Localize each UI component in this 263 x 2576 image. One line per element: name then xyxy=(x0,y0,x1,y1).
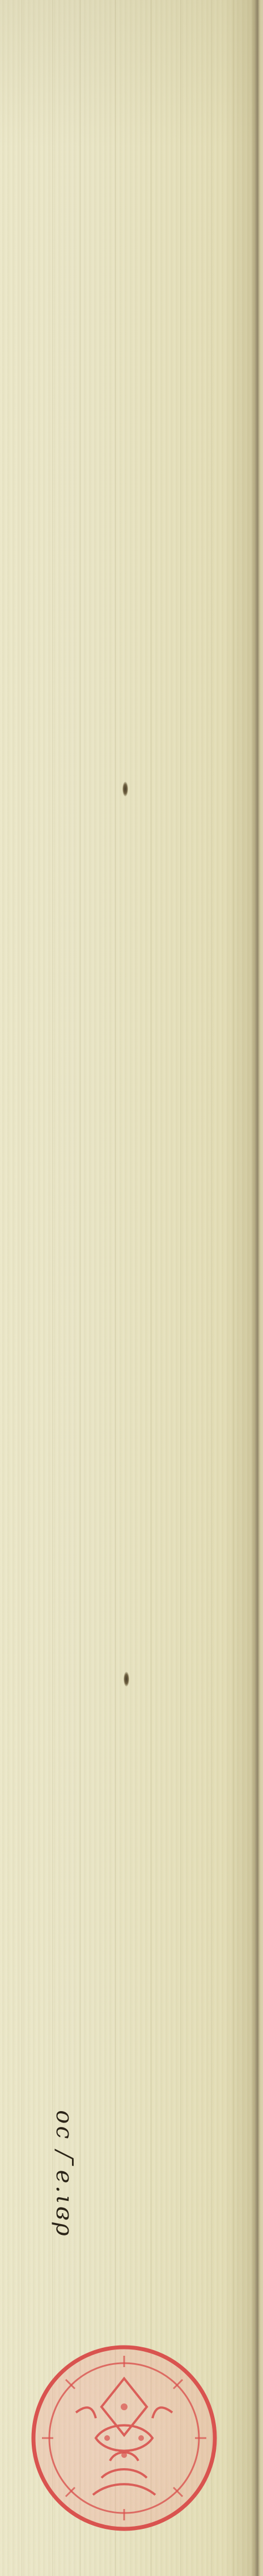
knot xyxy=(122,782,128,796)
grain-line xyxy=(180,0,181,2576)
right-edge-shadow xyxy=(251,0,263,2576)
handwritten-inscription: oc / ̄e.ιɞρ xyxy=(51,2110,77,2238)
knot xyxy=(124,1672,129,1686)
red-seal xyxy=(25,2339,223,2537)
grain-line xyxy=(115,0,116,2576)
top-shade xyxy=(0,0,263,148)
